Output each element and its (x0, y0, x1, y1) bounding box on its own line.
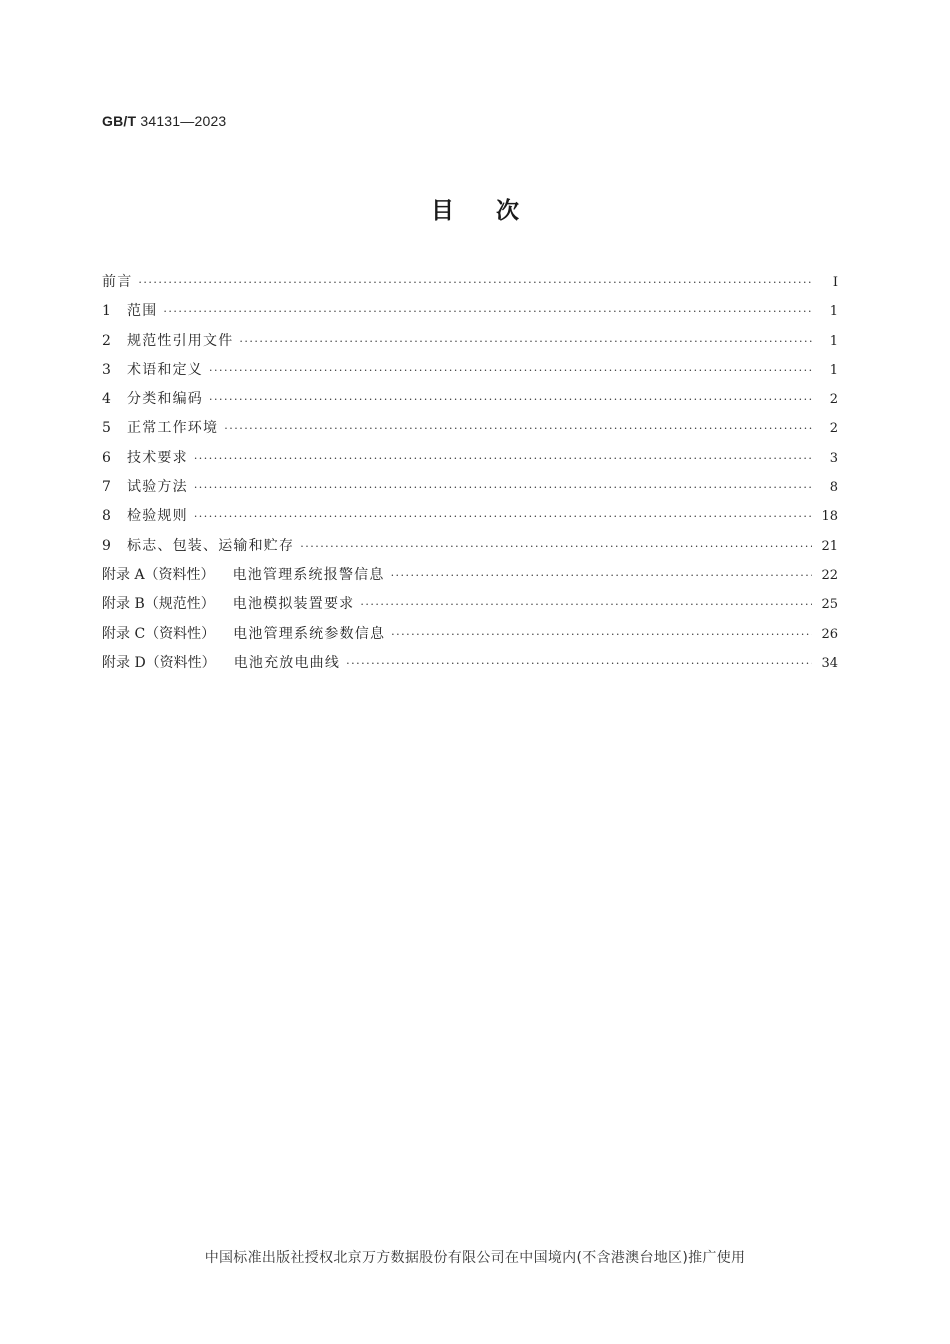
toc-number: 3 (102, 361, 111, 378)
toc-row-appendix-a[interactable] (102, 564, 838, 593)
toc-leader (391, 569, 812, 582)
standard-prefix: GB/T (102, 113, 137, 129)
toc-leader (224, 422, 812, 435)
toc-row-appendix-c[interactable] (102, 623, 838, 652)
toc-appendix-number: 附录 C（资料性） (102, 625, 216, 642)
toc-number: 1 (102, 303, 111, 320)
toc-label: 标志、包装、运输和贮存 (127, 537, 295, 554)
toc-leader (300, 540, 812, 553)
toc-label: 电池管理系统报警信息 (232, 566, 385, 583)
toc-appendix-number: 附录 D（资料性） (102, 654, 216, 671)
toc-label: 术语和定义 (127, 361, 203, 378)
table-of-contents (102, 271, 838, 681)
toc-leader (209, 393, 812, 406)
toc-appendix-number: 附录 A（资料性） (102, 566, 215, 583)
toc-row-6[interactable] (102, 447, 838, 476)
toc-page: 18 (821, 509, 838, 525)
toc-label: 电池模拟装置要求 (232, 596, 355, 613)
toc-leader (346, 657, 812, 670)
toc-label: 范围 (127, 303, 158, 320)
toc-row-4[interactable] (102, 388, 838, 417)
toc-number: 7 (102, 479, 111, 496)
page-title (0, 192, 950, 225)
standard-number: 34131—2023 (140, 113, 227, 129)
standard-code (102, 113, 226, 129)
toc-row-1[interactable] (102, 300, 838, 329)
toc-row-foreword[interactable] (102, 271, 838, 300)
toc-page: 8 (829, 480, 838, 496)
toc-leader (239, 335, 812, 348)
toc-label: 前言 (102, 274, 133, 290)
toc-number: 4 (102, 391, 111, 408)
toc-label: 技术要求 (127, 449, 188, 466)
toc-leader (163, 305, 812, 318)
toc-page: 34 (821, 655, 838, 671)
toc-leader (194, 481, 812, 494)
toc-page: 3 (829, 450, 838, 466)
toc-page: 1 (829, 362, 838, 378)
toc-label: 规范性引用文件 (127, 332, 234, 349)
toc-label: 分类和编码 (127, 391, 203, 408)
toc-row-7[interactable] (102, 476, 838, 505)
toc-page: 22 (821, 567, 838, 583)
toc-leader (138, 276, 812, 289)
toc-number: 9 (102, 537, 111, 554)
toc-number: 8 (102, 508, 111, 525)
toc-label: 电池充放电曲线 (233, 654, 341, 671)
toc-leader (209, 364, 812, 377)
page-title-left: 目 (431, 198, 454, 224)
license-footer: 中国标准出版社授权北京万方数据股份有限公司在中国境内(不含港澳台地区)推广使用 (204, 1250, 746, 1266)
toc-page: 1 (829, 304, 838, 320)
toc-leader (194, 452, 812, 465)
toc-row-appendix-d[interactable] (102, 652, 838, 681)
toc-label: 试验方法 (127, 479, 188, 496)
toc-leader (391, 628, 812, 641)
toc-row-5[interactable] (102, 417, 838, 446)
toc-page: 21 (821, 538, 838, 554)
toc-leader (360, 598, 812, 611)
toc-row-appendix-b[interactable] (102, 593, 838, 622)
toc-label: 电池管理系统参数信息 (233, 625, 386, 642)
toc-number: 2 (102, 332, 111, 349)
toc-leader (194, 510, 812, 523)
toc-page: 1 (829, 333, 838, 349)
toc-label: 检验规则 (127, 508, 188, 525)
toc-page: Ⅰ (832, 275, 838, 290)
toc-row-8[interactable] (102, 505, 838, 534)
toc-number: 6 (102, 449, 111, 466)
toc-page: 25 (821, 597, 838, 613)
toc-row-9[interactable] (102, 535, 838, 564)
toc-appendix-number: 附录 B（规范性） (102, 596, 215, 613)
page-title-right: 次 (496, 198, 519, 224)
toc-page: 2 (829, 392, 838, 408)
toc-page: 2 (829, 421, 838, 437)
toc-number: 5 (102, 420, 111, 437)
toc-row-2[interactable] (102, 330, 838, 359)
toc-page: 26 (821, 626, 838, 642)
toc-row-3[interactable] (102, 359, 838, 388)
toc-label: 正常工作环境 (127, 420, 219, 437)
